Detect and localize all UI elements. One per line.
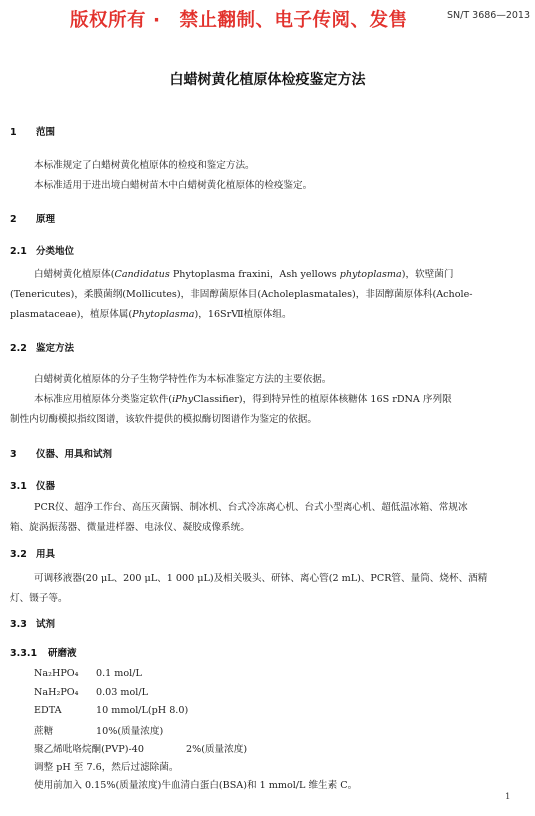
scope-paragraph-1: 本标准规定了白蜡树黄化植原体的检疫和鉴定方法。 (34, 160, 255, 171)
section-title: 鉴定方法 (36, 343, 75, 354)
reagent-name: EDTA (34, 705, 62, 716)
taxonomy-paragraph (10, 265, 523, 325)
reagent-value: 10 mmol/L(pH 8.0) (96, 705, 189, 716)
reagent-name: Na₂HPO₄ (34, 668, 79, 679)
reagent-name: NaH₂PO₄ (34, 687, 79, 698)
reagent-value: 10%(质量浓度) (96, 726, 164, 737)
section-2-2-heading (10, 340, 74, 354)
text-line: 白蜡树黄化植原体的分子生物学特性作为本标准鉴定方法的主要依据。 (34, 374, 332, 385)
reagent-value: 0.1 mol/L (96, 668, 142, 679)
text-line: 制性内切酶模拟指纹图谱，该软件提供的模拟酶切图谱作为鉴定的依据。 (10, 414, 317, 425)
text-line: 箱、旋涡振荡器、微量进样器、电泳仪、凝胶成像系统。 (10, 522, 250, 533)
instruments-paragraph (10, 498, 523, 538)
text-run: )，软壁菌门 (401, 269, 454, 280)
section-3-1-heading (10, 478, 55, 492)
ph-adjust-line: 调整 pH 至 7.6，然后过滤除菌。 (34, 762, 179, 773)
section-number: 3.1 (10, 481, 27, 492)
section-title: 仪器 (36, 481, 56, 492)
italic-run: Candidatus (114, 269, 170, 280)
text-run: Classifier)，得到特异性的植原体核糖体 16S rDNA 序列限 (193, 394, 452, 405)
section-title: 用具 (36, 549, 56, 560)
document-title: 白蜡树黄化植原体检疫鉴定方法 (169, 72, 366, 88)
tools-paragraph (10, 569, 523, 609)
reagent-row (34, 741, 247, 755)
italic-run: iPhy (172, 394, 194, 405)
section-3-3-heading (10, 616, 55, 630)
text-line: 灯、镊子等。 (10, 593, 68, 604)
section-title: 原理 (36, 214, 56, 225)
text-run: 本标准应用植原体分类鉴定软件( (34, 394, 173, 405)
method-paragraph (10, 370, 523, 430)
reagent-row (34, 723, 163, 737)
text-line (10, 390, 523, 410)
scope-paragraph-2: 本标准适用于进出境白蜡树苗木中白蜡树黄化植原体的检疫鉴定。 (34, 180, 313, 191)
usage-note-line: 使用前加入 0.15%(质量浓度)牛血清白蛋白(BSA)和 1 mmol/L 维生素 C。 (34, 780, 358, 791)
section-1-heading (10, 124, 55, 138)
text-run: plasmataceae)，植原体属( (10, 309, 133, 320)
text-line: 可调移液器(20 μL、200 μL、1 000 μL)及相关吸头、研钵、离心管(2 mL)、PCR管、量筒、烧杯、酒精 (34, 573, 488, 584)
text-line (10, 265, 523, 285)
section-3-2-heading (10, 546, 55, 560)
section-title: 分类地位 (36, 246, 75, 257)
section-number: 2 (10, 214, 17, 225)
section-3-3-1-heading (10, 645, 77, 659)
reagent-row (34, 668, 142, 679)
italic-run: phytoplasma (339, 269, 402, 280)
section-2-heading (10, 211, 55, 225)
text-line (10, 305, 523, 325)
section-title: 范围 (36, 127, 56, 138)
section-number: 3.3.1 (10, 648, 38, 659)
section-number: 2.2 (10, 343, 27, 354)
section-number: 2.1 (10, 246, 27, 257)
section-number: 1 (10, 127, 17, 138)
section-number: 3 (10, 449, 17, 460)
section-number: 3.2 (10, 549, 27, 560)
section-number: 3.3 (10, 619, 27, 630)
reagent-row (34, 705, 188, 716)
section-title: 试剂 (36, 619, 56, 630)
reagent-value: 0.03 mol/L (96, 687, 148, 698)
copyright-watermark: 版权所有 · 禁止翻制、电子传阅、发售 (70, 10, 408, 31)
italic-run: Phytoplasma (132, 309, 195, 320)
text-run: Phytoplasma fraxini，Ash yellows (169, 269, 340, 280)
reagent-name: 聚乙烯吡咯烷酮(PVP)-40 (34, 744, 144, 755)
text-line: (Tenericutes)，柔膜菌纲(Mollicutes)，非固醇菌原体目(Acholeplasmatales)，非固醇菌原体科(Achole- (10, 289, 473, 300)
text-line: PCR仪、超净工作台、高压灭菌锅、制冰机、台式冷冻离心机、台式小型离心机、超低温冰箱、常规冰 (34, 502, 468, 513)
section-title: 研磨液 (48, 648, 77, 659)
reagent-name: 蔗糖 (34, 726, 54, 737)
text-run: 白蜡树黄化植原体( (34, 269, 115, 280)
section-title: 仪器、用具和试剂 (36, 449, 113, 460)
standard-number: SN/T 3686—2013 (447, 10, 531, 21)
page-number: 1 (505, 792, 511, 802)
section-3-heading (10, 446, 112, 460)
section-2-1-heading (10, 243, 74, 257)
text-run: )，16SrⅦ植原体组。 (194, 309, 292, 320)
reagent-row (34, 687, 148, 698)
reagent-value: 2%(质量浓度) (186, 744, 248, 755)
